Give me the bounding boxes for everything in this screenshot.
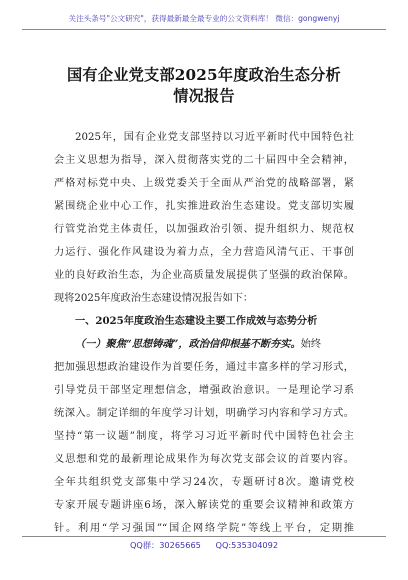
document-title-line2: 情况报告	[173, 87, 235, 105]
subsection-heading: （一）聚焦“思想铸魂”，政治信仰根基不断夯实。	[75, 338, 301, 350]
subsection-heading-line	[75, 335, 354, 350]
footer-contact	[0, 540, 408, 551]
paragraph-text: 始终	[300, 339, 322, 350]
paragraph-line: 针。利用“学习强国”“国企网络学院”等线上平台，定期推	[54, 523, 354, 534]
bottom-divider	[22, 536, 386, 537]
document-title: 国有企业党支部2025年度政治生态分析	[67, 66, 341, 84]
footer-qq-number: QQ:535304092	[215, 540, 279, 550]
paragraph-line: 严格对标党中央、上级党委关于全面从严治党的战略部署，紧	[54, 178, 354, 189]
paragraph-line: 义思想和党的最新理论成果作为每次党支部会议的首要内容。	[54, 454, 354, 465]
paragraph-line: 会主义思想为指导，深入贯彻落实党的二十届四中全会精神，	[54, 155, 354, 166]
paragraph-line: 行管党治党主体责任，以加强政治引领、提升组织力、规范权	[54, 224, 354, 235]
top-banner: 关注头条号"公文研究"，获得最新最全最专业的公文资料库！ 微信：gongwenyj	[68, 14, 340, 23]
paragraph-line: 全年共组织党支部集中学习24次，专题研讨8次。邀请党校	[54, 477, 354, 488]
top-divider	[22, 29, 386, 30]
section-heading: 一、2025年度政治生态建设主要工作成效与态势分析	[75, 315, 318, 327]
paragraph-line: 紧围绕企业中心工作，扎实推进政治生态建设。党支部切实履	[54, 201, 354, 212]
paragraph-line: 业的良好政治生态，为企业高质量发展提供了坚强的政治保障。	[54, 270, 354, 281]
paragraph-line: 引导党员干部坚定理想信念，增强政治意识。一是理论学习系	[54, 385, 354, 396]
footer-qq-group: QQ群：30265665	[129, 540, 201, 550]
paragraph-line: 2025年，国有企业党支部坚持以习近平新时代中国特色社	[75, 132, 354, 143]
paragraph-line: 把加强思想政治建设作为首要任务，通过丰富多样的学习形式，	[54, 362, 354, 373]
paragraph-line: 专家开展专题讲座6场，深入解读党的重要会议精神和政策方	[54, 500, 354, 511]
paragraph-line: 力运行、强化作风建设为着力点，全力营造风清气正、干事创	[54, 247, 354, 258]
paragraph-line: 坚持“第一议题”制度，将学习习近平新时代中国特色社会主	[54, 431, 354, 442]
paragraph-line: 统深入。制定详细的年度学习计划，明确学习内容和学习方式。	[54, 408, 354, 419]
paragraph-line: 现将2025年度政治生态建设情况报告如下：	[54, 293, 254, 304]
